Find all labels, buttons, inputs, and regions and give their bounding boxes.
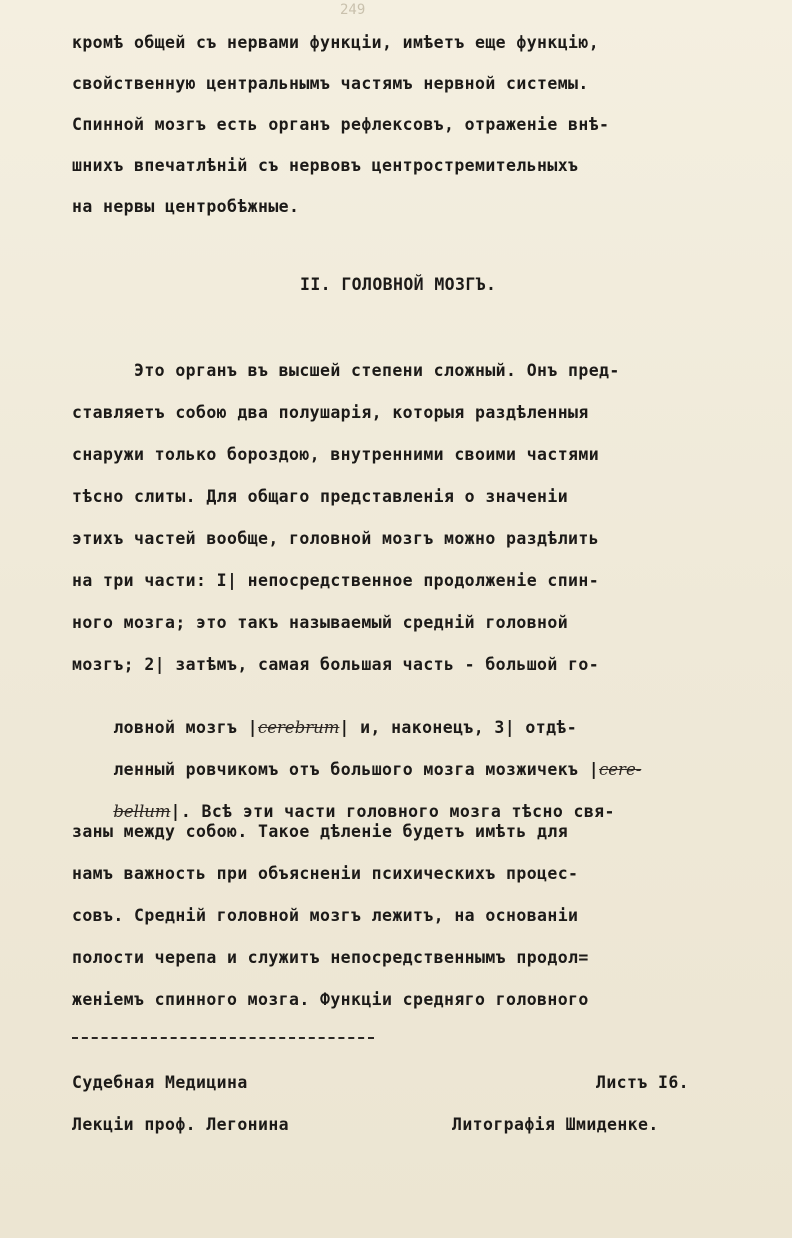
body-line: свойственную центральнымъ частямъ нервной системы.	[72, 74, 589, 93]
handwritten-word: bellum	[113, 802, 171, 821]
body-line: на нервы центробѣжные.	[72, 197, 300, 216]
footer-divider	[72, 1037, 374, 1039]
footer-sheet-number: Листъ I6.	[596, 1073, 690, 1092]
section-heading: II. ГОЛОВНОЙ МОЗГЪ.	[300, 275, 497, 294]
body-line: кромѣ общей съ нервами функцiи, имѣетъ еще функцiю,	[72, 33, 600, 52]
paragraph-line: совъ. Среднiй головной мозгъ лежитъ, на основанiи	[72, 906, 579, 925]
paragraph-line: ного мозга; это такъ называемый среднiй головной	[72, 613, 569, 632]
line-text: ленный ровчикомъ отъ большого мозга мозжичекъ |	[113, 760, 600, 779]
paragraph-line: женiемъ спинного мозга. Функцiи средняго головного	[72, 990, 589, 1009]
paragraph-line: полости черепа и служитъ непосредственнымъ продол=	[72, 948, 589, 967]
paragraph-line: Это органъ въ высшей степени сложный. Онъ пред-	[72, 361, 620, 380]
line-text: ловной мозгъ |	[113, 718, 259, 737]
paragraph-line: на три части: I| непосредственное продолженiе спин-	[72, 571, 600, 590]
footer-course-title: Судебная Медицина	[72, 1073, 248, 1092]
paragraph-line: тѣсно слиты. Для общаго представленiя о значенiи	[72, 487, 569, 506]
line-text: |. Всѣ эти части головного мозга тѣсно свя-	[170, 802, 615, 821]
paragraph-line: ставляетъ собою два полушарiя, которыя раздѣленныя	[72, 403, 589, 422]
footer-lecturer: Лекцiи проф. Легонина	[72, 1115, 290, 1134]
handwritten-word: cerebrum	[258, 718, 340, 737]
body-line: шнихъ впечатлѣнiй съ нервовъ центростремительныхъ	[72, 156, 579, 175]
paragraph-line: мозгъ; 2| затѣмъ, самая большая часть - большой го-	[72, 655, 600, 674]
handwritten-word: cere-	[599, 760, 642, 779]
paragraph-line: снаружи только бороздою, внутренними своими частями	[72, 445, 600, 464]
paragraph-line: этихъ частей вообще, головной мозгъ можно раздѣлить	[72, 529, 600, 548]
page-number: 249	[340, 2, 366, 18]
line-text: | и, наконецъ, 3| отдѣ-	[339, 718, 578, 737]
paragraph-line: заны между собою. Такое дѣленiе будетъ имѣть для	[72, 822, 569, 841]
footer-printer: Литографiя Шмиденке.	[452, 1115, 659, 1134]
body-line: Спинной мозгъ есть органъ рефлексовъ, отраженiе внѣ-	[72, 115, 610, 134]
paragraph-line: намъ важность при объясненiи психическихъ процес-	[72, 864, 579, 883]
